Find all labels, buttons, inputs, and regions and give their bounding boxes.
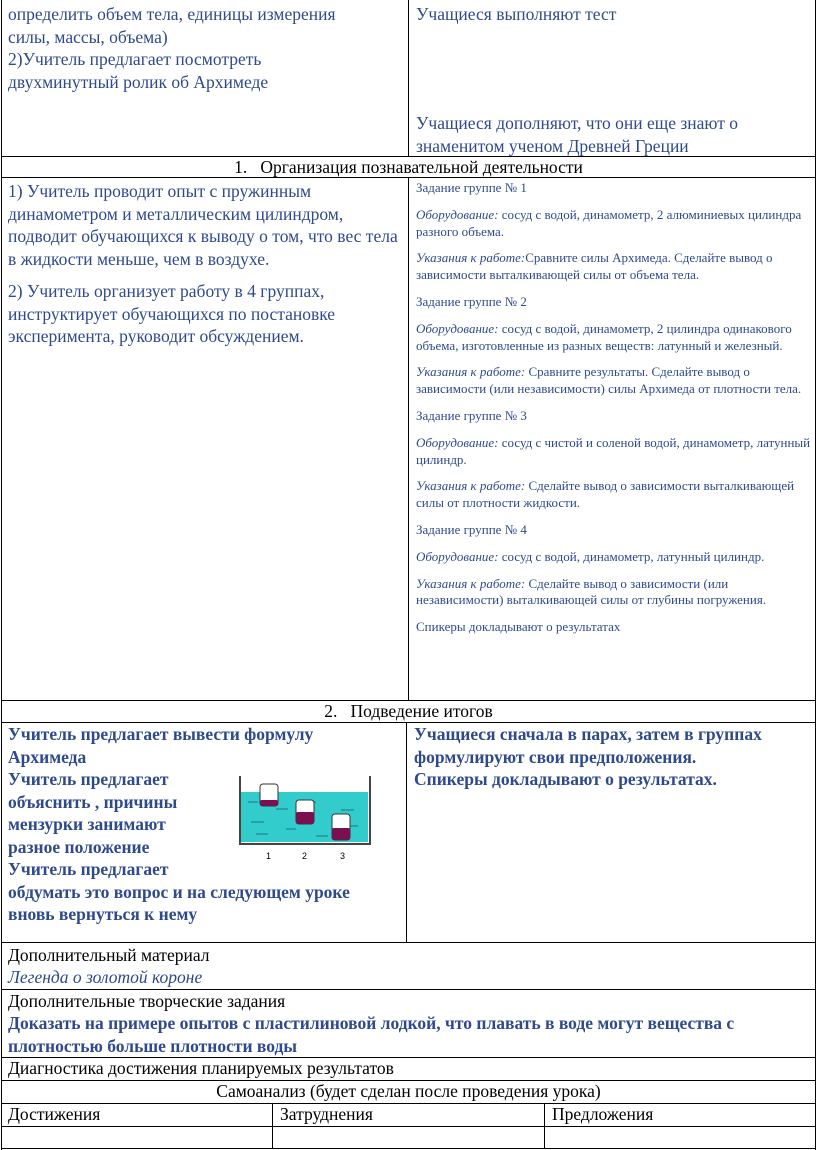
creative-tasks-label: Дополнительные творческие задания [8, 991, 286, 1011]
task-equipment [416, 321, 811, 355]
equipment-text: сосуд с чистой и соленой водой, динамометр, латунный цилиндр. [416, 434, 811, 467]
tube-3 [332, 814, 350, 840]
students-test-text: Учащиеся выполняют тест [416, 4, 617, 24]
task-title: Задание группе № 4 [416, 521, 527, 537]
row1-left-line: двухминутный ролик об Архимеде [8, 71, 269, 92]
diagnostics-label: Диагностика достижения планируемых результатов [8, 1058, 394, 1078]
teacher-groups-text: 2) Учитель организует работу в 4 группах, инструктирует обучающихся по постановке эксперимента, руководит обсуждением. [8, 281, 336, 346]
task-title: Задание группе № 3 [416, 407, 527, 423]
right-line: Учащиеся сначала в парах, затем в группах [414, 724, 762, 744]
extra-material-text: Легенда о золотой короне [8, 967, 203, 987]
instructions-label: Указания к работе: [416, 478, 526, 494]
task-instructions [416, 576, 811, 610]
left-line: Учитель предлагает вывести формулу [8, 724, 314, 744]
instructions-text: Сделайте вывод о зависимости (или независимости) выталкивающей силы от глубины погружения. [416, 575, 767, 608]
group-tasks [416, 180, 811, 646]
instructions-text: Сравните силы Архимеда. Сделайте вывод о зависимости выталкивающей силы от объема тела. [416, 250, 773, 283]
section1-title: Организация познавательной деятельности [260, 157, 583, 177]
row1-left-line: 2)Учитель предлагает посмотреть [8, 49, 262, 69]
beakers-figure [236, 774, 376, 864]
equipment-text: сосуд с водой, динамометр, латунный цилиндр. [498, 548, 765, 564]
task-equipment [416, 435, 811, 469]
tube-2 [296, 800, 314, 824]
section1-left-cell [8, 180, 403, 348]
students-add-text: Учащиеся дополняют, что они еще знают о знаменитом ученом Древней Греции [416, 113, 739, 156]
section2-number: 2. [324, 701, 338, 721]
task-equipment [416, 549, 811, 566]
equipment-text: сосуд с водой, динамометр, 2 алюминиевых цилиндра разного объема. [416, 206, 802, 239]
section2-right-cell [414, 723, 812, 791]
left-line: обдумать это вопрос и на следующем уроке [8, 881, 350, 902]
suggestions-header: Предложения [552, 1104, 654, 1124]
figure-label-1: 1 [266, 851, 272, 861]
left-line: Учитель предлагает [8, 859, 169, 879]
row1-left-line: силы, массы, объема) [8, 26, 168, 47]
left-line: разное положение [8, 836, 150, 857]
instructions-label: Указания к работе: [416, 250, 526, 266]
section1-header [1, 156, 816, 179]
instructions-label: Указания к работе: [416, 364, 526, 380]
equipment-label: Оборудование: [416, 206, 499, 222]
right-line: формулируют свои предположения. [414, 746, 697, 767]
equipment-label: Оборудование: [416, 320, 499, 336]
creative-tasks-text: Доказать на примере опытов с пластилиновой лодкой, что плавать в воде могут вещества с плотностью больше плотности воды [8, 1013, 735, 1056]
left-line: мензурки занимают [8, 814, 166, 834]
figure-label-2: 2 [302, 851, 308, 861]
speakers-text: Спикеры докладывают о результатах [416, 619, 621, 635]
equipment-label: Оборудование: [416, 548, 499, 564]
left-line: Архимеда [8, 746, 87, 767]
task-instructions [416, 250, 811, 284]
teacher-experiment-text: 1) Учитель проводит опыт с пружинным динамометром и металлическим цилиндром, подводит обучающихся к выводу о том, что вес тела в жидкости меньше, чем в воздухе. [8, 181, 398, 269]
right-line: Спикеры докладывают о результатах. [414, 769, 717, 789]
task-title: Задание группе № 2 [416, 293, 527, 309]
difficulties-header: Затруднения [280, 1104, 373, 1124]
achievements-header: Достижения [8, 1104, 101, 1124]
self-analysis-label: Самоанализ (будет сделан после проведения урока) [216, 1081, 601, 1101]
section2-title: Подведение итогов [350, 701, 493, 721]
task-instructions [416, 478, 811, 512]
instructions-text: Сравните результаты. Сделайте вывод о зависимости (или независимости) силы Архимеда от плотности тела. [416, 364, 802, 397]
task-title: Задание группе № 1 [416, 180, 527, 195]
section1-number: 1. [234, 157, 248, 177]
instructions-label: Указания к работе: [416, 575, 526, 591]
row1-left-cell [8, 3, 403, 93]
row1-left-line: определить объем тела, единицы измерения [8, 4, 336, 24]
left-line: вновь вернуться к нему [8, 904, 198, 924]
equipment-label: Оборудование: [416, 434, 499, 450]
left-line: Учитель предлагает [8, 769, 169, 789]
figure-label-3: 3 [340, 851, 346, 861]
task-instructions [416, 364, 811, 398]
extra-material-label: Дополнительный материал [8, 945, 210, 965]
tube-1 [260, 784, 278, 806]
left-line: объяснить , причины [8, 791, 178, 812]
task-equipment [416, 207, 811, 241]
section2-header [1, 700, 816, 723]
instructions-text: Сделайте вывод о зависимости выталкивающей силы от плотности жидкости. [416, 478, 795, 511]
equipment-text: сосуд с водой, динамометр, 2 цилиндра одинакового объема, изготовленные из разных веществ: латунный и железный. [416, 320, 792, 353]
